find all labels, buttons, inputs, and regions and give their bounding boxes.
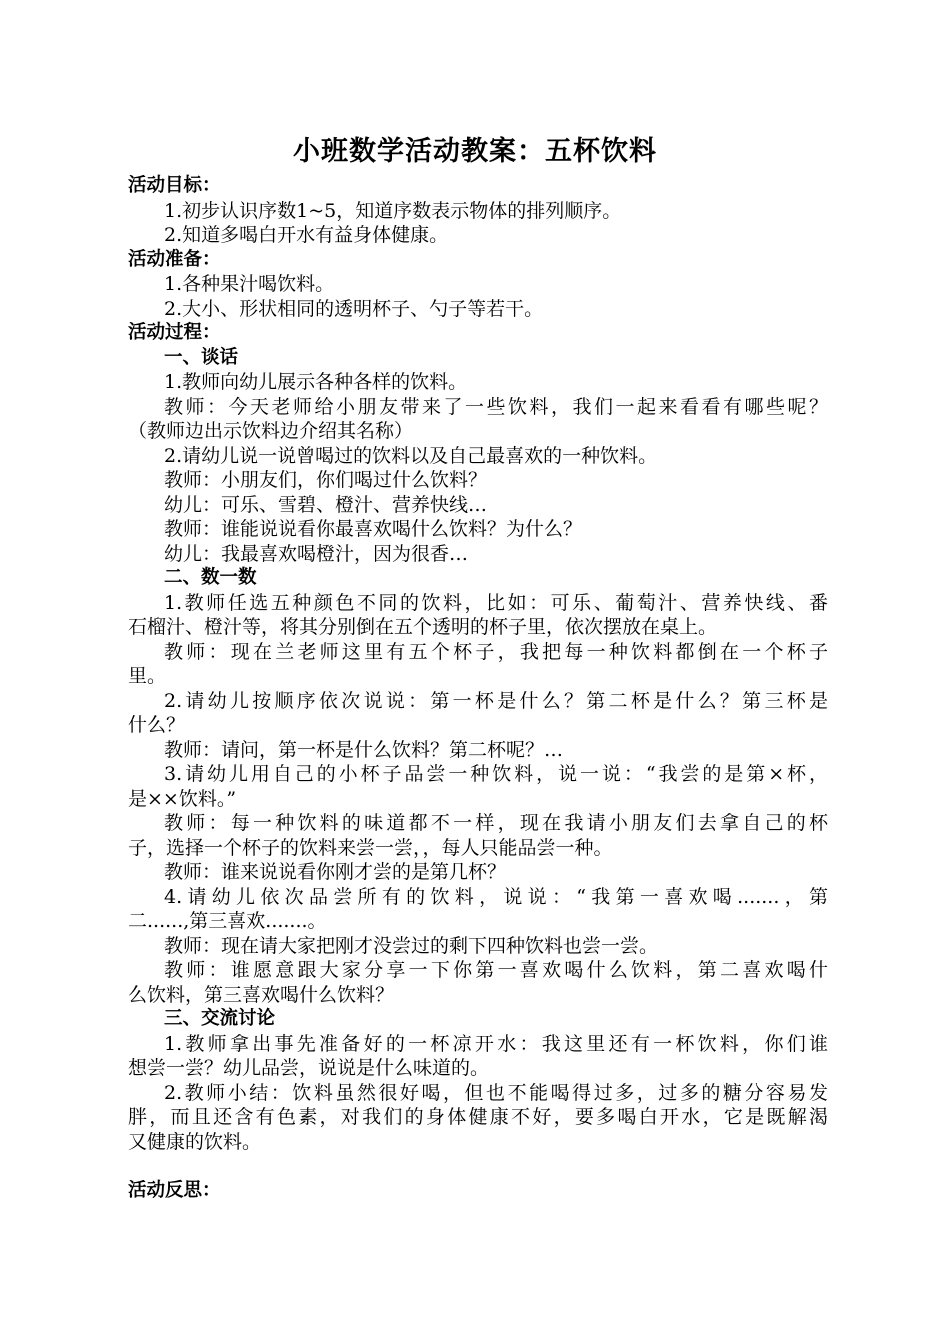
section-heading: 活动准备： xyxy=(128,248,221,270)
paragraph-line: 3.请幼儿用自己的小杯子品尝一种饮料，说一说：“我尝的是第×杯， xyxy=(164,763,828,785)
paragraph-line: 又健康的饮料。 xyxy=(128,1130,262,1153)
paragraph-line: 是××饮料。” xyxy=(128,787,237,810)
document-body xyxy=(128,174,828,1203)
paragraph-line: 幼儿：我最喜欢喝橙汁，因为很香… xyxy=(164,542,469,565)
paragraph-line: 1.教师拿出事先准备好的一杯凉开水：我这里还有一杯饮料，你们谁 xyxy=(164,1032,828,1055)
paragraph-line: 教师：谁能说说看你最喜欢喝什么饮料？为什么？ xyxy=(164,518,583,540)
paragraph-line: 胖，而且还含有色素，对我们的身体健康不好，要多喝白开水，它是既解渴 xyxy=(128,1106,828,1128)
paragraph-line: 教师：谁愿意跟大家分享一下你第一喜欢喝什么饮料，第二喜欢喝什 xyxy=(164,959,828,981)
paragraph-line: 教师：谁来说说看你刚才尝的是第几杯？ xyxy=(164,861,507,883)
subsection-heading: 一、谈话 xyxy=(164,346,239,368)
paragraph-line: 教师：每一种饮料的味道都不一样，现在我请小朋友们去拿自己的杯 xyxy=(164,812,828,834)
paragraph-line: 教师：今天老师给小朋友带来了一些饮料，我们一起来看看有哪些呢？ xyxy=(164,395,828,418)
paragraph-line: 教师：请问，第一杯是什么饮料？第二杯呢？… xyxy=(164,738,564,761)
paragraph-line: 1.教师向幼儿展示各种各样的饮料。 xyxy=(164,371,468,393)
paragraph-line: 幼儿：可乐、雪碧、橙汁、营养快线… xyxy=(164,493,488,516)
paragraph-line: 什么？ xyxy=(128,714,186,736)
paragraph-line: 1.教师任选五种颜色不同的饮料，比如：可乐、葡萄汁、营养快线、番 xyxy=(164,591,828,614)
section-heading: 活动反思： xyxy=(128,1179,221,1201)
paragraph-line: 石榴汁、橙汁等，将其分别倒在五个透明的杯子里，依次摆放在桌上。 xyxy=(128,616,718,638)
paragraph-line: 2.请幼儿说一说曾喝过的饮料以及自己最喜欢的一种饮料。 xyxy=(164,444,658,467)
subsection-heading: 二、数一数 xyxy=(164,567,257,588)
paragraph-line: 2.请幼儿按顺序依次说说：第一杯是什么？第二杯是什么？第三杯是 xyxy=(164,689,828,712)
paragraph-line: 子，选择一个杯子的饮料来尝一尝，，每人只能品尝一种。 xyxy=(128,836,613,859)
paragraph-line: 想尝一尝？幼儿品尝，说说是什么味道的。 xyxy=(128,1057,490,1079)
paragraph-line: 教师：现在兰老师这里有五个杯子，我把每一种饮料都倒在一个杯子 xyxy=(164,640,828,663)
paragraph-line: 4.请幼儿依次品尝所有的饮料，说说：“我第一喜欢喝.......，第 xyxy=(164,885,828,908)
document-title: 小班数学活动教案：五杯饮料 xyxy=(293,136,657,167)
paragraph-line: 里。 xyxy=(128,665,167,687)
paragraph-line: 教师：小朋友们，你们喝过什么饮料？ xyxy=(164,469,488,491)
paragraph-line: 2.教师小结：饮料虽然很好喝，但也不能喝得过多，过多的糖分容易发 xyxy=(164,1081,828,1104)
paragraph-line: 1.各种果汁喝饮料。 xyxy=(164,273,335,295)
subsection-heading: 三、交流讨论 xyxy=(164,1008,276,1029)
paragraph-line: 2.知道多喝白开水有益身体健康。 xyxy=(164,224,449,246)
paragraph-line: 教师：现在请大家把刚才没尝过的剩下四种饮料也尝一尝。 xyxy=(164,934,659,957)
paragraph-line: 二......,第三喜欢.......。 xyxy=(128,910,327,932)
paragraph-line: 么饮料，第三喜欢喝什么饮料？ xyxy=(128,983,395,1006)
paragraph-line: （教师边出示饮料边介绍其名称） xyxy=(128,420,414,442)
section-heading: 活动目标： xyxy=(128,175,221,196)
section-heading: 活动过程： xyxy=(128,322,221,343)
paragraph-line: 1.初步认识序数1~5，知道序数表示物体的排列顺序。 xyxy=(164,199,622,222)
paragraph-line: 2.大小、形状相同的透明杯子、勺子等若干。 xyxy=(164,297,544,320)
